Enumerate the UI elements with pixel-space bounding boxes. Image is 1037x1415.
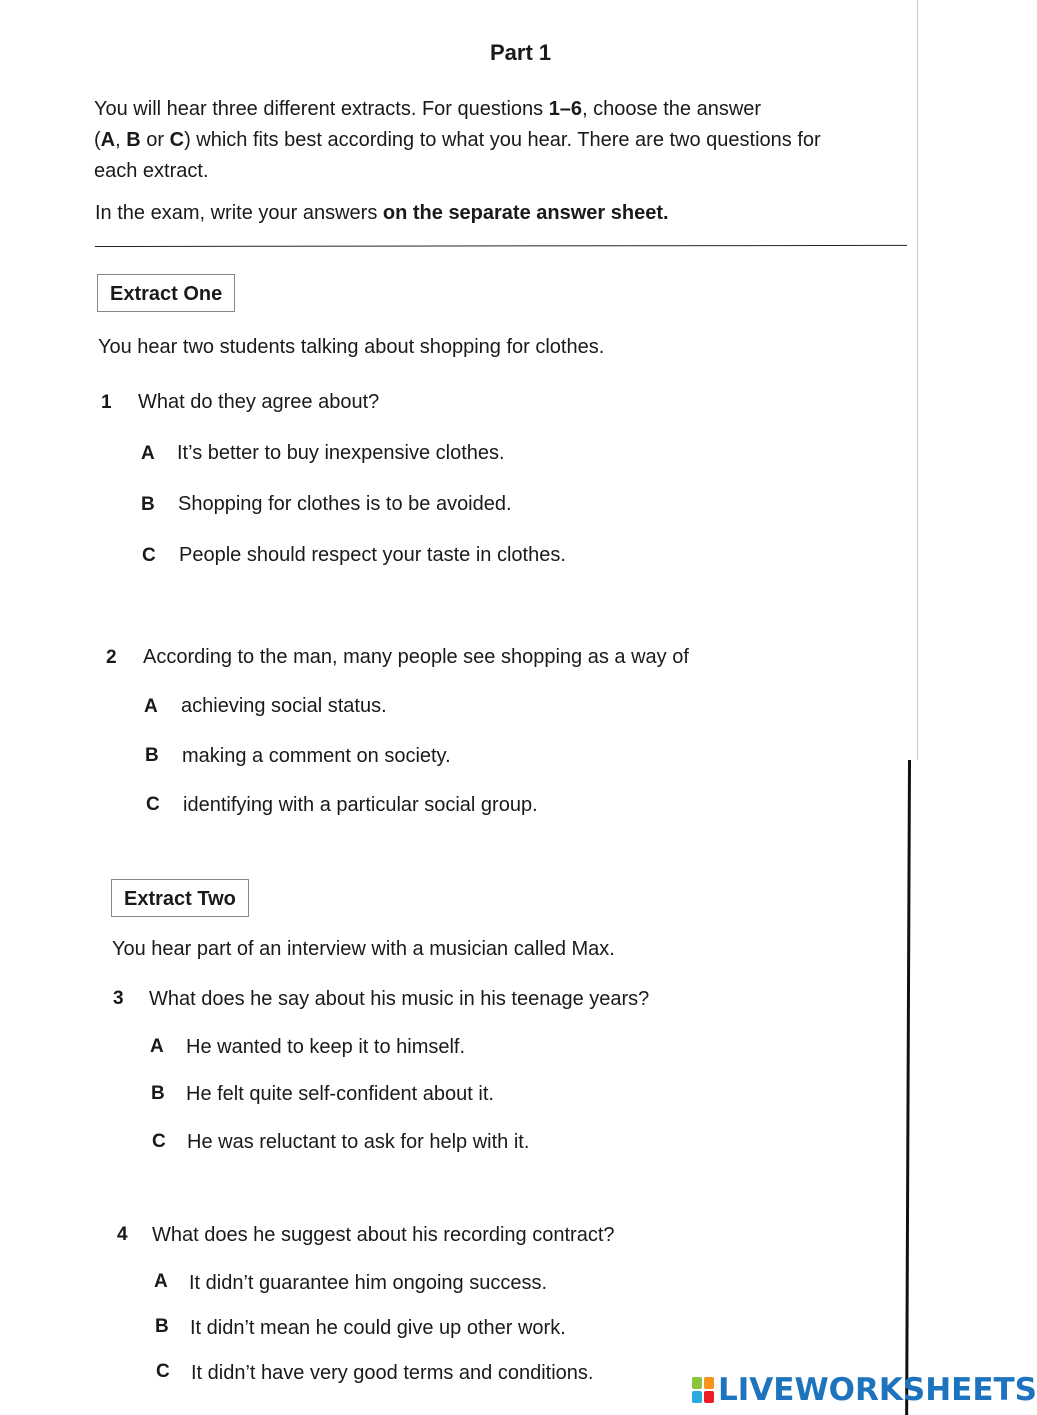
question-4-text: What does he suggest about his recording contract? [152,1224,615,1246]
q3-option-b-letter: B [151,1083,165,1104]
q1-option-a-text[interactable]: It’s better to buy inexpensive clothes. [177,442,505,464]
q3-option-a-letter: A [150,1036,164,1057]
q1-option-a-letter: A [141,443,155,464]
liveworksheets-logo-icon [692,1377,714,1403]
divider [95,245,907,247]
q2-option-a-text[interactable]: achieving social status. [181,695,387,717]
extract-two-label: Extract Two [111,879,249,917]
extract-one-label: Extract One [97,274,235,312]
q4-option-a-letter: A [154,1271,168,1292]
q4-option-a-text[interactable]: It didn’t guarantee him ongoing success. [189,1272,547,1294]
instructions [94,94,914,187]
q4-option-c-letter: C [156,1361,170,1382]
q2-option-a-letter: A [144,696,158,717]
question-2-number: 2 [106,647,117,668]
instructions-line-1: You will hear three different extracts. For questions 1–6, choose the answer [94,98,762,120]
q1-option-b-text[interactable]: Shopping for clothes is to be avoided. [178,493,512,515]
q3-option-c-letter: C [152,1131,166,1152]
logo-tile-orange [704,1377,714,1389]
q1-option-b-letter: B [141,494,155,515]
page-title: Part 1 [490,40,552,65]
logo-tile-red [704,1391,714,1403]
q4-option-c-text[interactable]: It didn’t have very good terms and conditions. [191,1362,594,1384]
page-edge-shadow [905,760,911,1415]
logo-tile-blue [692,1391,702,1403]
q2-option-c-text[interactable]: identifying with a particular social group. [183,794,538,816]
watermark-text: LIVEWORKSHEETS [718,1372,1037,1408]
q4-option-b-letter: B [155,1316,169,1337]
extract-one-context: You hear two students talking about shopping for clothes. [98,336,605,358]
q3-option-c-text[interactable]: He was reluctant to ask for help with it. [187,1131,530,1153]
q2-option-c-letter: C [146,794,160,815]
q3-option-a-text[interactable]: He wanted to keep it to himself. [186,1036,466,1058]
extract-two-context: You hear part of an interview with a musician called Max. [112,938,615,960]
q2-option-b-letter: B [145,745,159,766]
exam-instruction: In the exam, write your answers on the separate answer sheet. [95,202,669,224]
page-edge-line [917,0,918,760]
logo-tile-green [692,1377,702,1389]
q3-option-b-text[interactable]: He felt quite self-confident about it. [186,1083,494,1105]
question-1-text: What do they agree about? [138,391,380,413]
q1-option-c-text[interactable]: People should respect your taste in clothes. [179,544,566,566]
question-1-number: 1 [101,392,112,413]
question-3-text: What does he say about his music in his teenage years? [149,988,650,1010]
question-2-text: According to the man, many people see shopping as a way of [143,646,689,668]
question-3-number: 3 [113,988,124,1009]
question-4-number: 4 [117,1224,128,1245]
instructions-line-3: each extract. [94,160,209,182]
instructions-line-2: (A, B or C) which fits best according to what you hear. There are two questions for [94,129,821,151]
q1-option-c-letter: C [142,545,156,566]
q2-option-b-text[interactable]: making a comment on society. [182,745,451,767]
q4-option-b-text[interactable]: It didn’t mean he could give up other work. [190,1317,566,1339]
liveworksheets-logo [692,1372,1037,1408]
